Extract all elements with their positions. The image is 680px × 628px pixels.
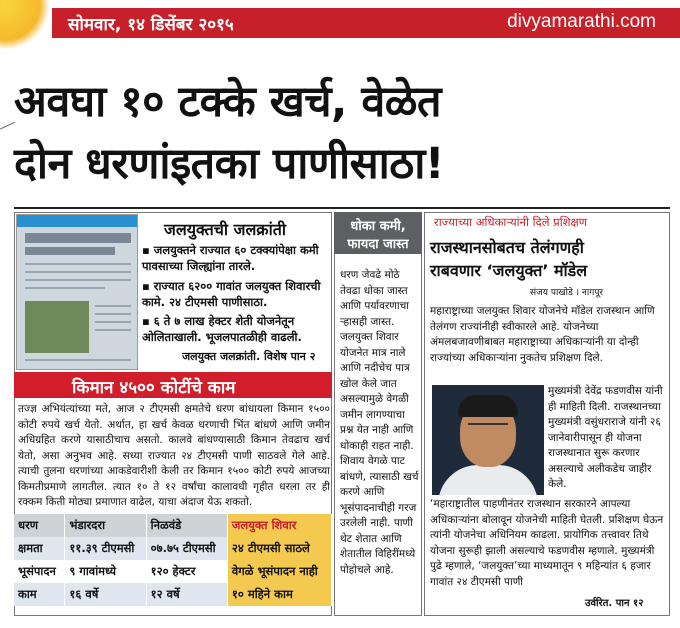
banner-title: किमान ४५०० कोटींचे काम xyxy=(72,378,236,398)
issue-date: सोमवार, १४ डिसेंबर २०१५ xyxy=(68,15,234,35)
byline: संजय पाखोडे । नागपूर xyxy=(530,288,604,298)
table-cell-highlight: १० महिने काम xyxy=(227,583,331,606)
portrait-glasses xyxy=(468,423,508,429)
table-cell: १२ वर्षे xyxy=(146,583,227,606)
box-title: जलयुक्तची जलक्रांती xyxy=(164,220,286,239)
bullet-point: ▪ जलयुक्तने राज्यात ६० टक्क्यांपेक्षा कमी पावसाच्या जिल्ह्यांना तारले. xyxy=(142,243,319,273)
middle-title-1: धोका कमी, xyxy=(350,219,406,234)
story-headline-2: राबवणार ‘जलयुक्त’ मॉडेल xyxy=(430,261,588,280)
middle-body: धरण जेवढे मोठे तेवढा धोका जास्त आणि पर्यावरणाचा ऱ्हासही जास्त. जलयुक्त शिवार योजनेत मात्र नाले आणि नदीचेच पात्र खोल केले जात असल्यामुळे वेगळी जमीन लागण्याचा प्रश्न येत नाही आणि धोकाही राहत नाही. शिवाय वेगळे पाट बांधणे, त्यासाठी खर्च करणे आणि भूसंपादनाचीही गरज उरलेली नाही. पाणी थेट शेतात आणि शेतातील विहिरींमध्ये पोहोचले आहे. xyxy=(340,269,419,576)
table-cell: भूसंपादन xyxy=(14,560,65,583)
story-headline-1: राजस्थानसोबतच तेलंगणही xyxy=(430,238,584,257)
table-cell: १६ वर्षे xyxy=(65,583,146,606)
table-header-highlight: जलयुक्त शिवार xyxy=(227,514,331,537)
site-name[interactable]: divyamarathi.com xyxy=(507,11,656,32)
portrait-photo xyxy=(432,385,544,495)
story-paragraph: मुख्यमंत्री देवेंद्र फडणवीस यांनी ही माहिती दिली. राजस्थानच्या मुख्यमंत्री वसुंधराराजे यांनी २६ जानेवारीपासून ही योजना राजस्थानात सुरू करणार असल्याचे अलीकडेच जाहीर केले. xyxy=(548,385,663,490)
table-header: निळवंडे xyxy=(146,514,227,537)
thumbnail-text xyxy=(95,321,131,323)
bullet-point: ▪ ६ ते ७ लाख हेक्टर शेती योजनेतून ओलिताखाली. भूजलपातळीही वाढली. xyxy=(142,314,302,344)
thumbnail-text xyxy=(25,287,105,289)
middle-header xyxy=(334,212,422,254)
story-kicker: राज्याच्या अधिकाऱ्यांनी दिले प्रशिक्षण xyxy=(434,215,588,229)
newspaper-thumbnail xyxy=(16,214,138,370)
table-cell: ०७.७५ टीएमसी xyxy=(146,537,227,560)
table-cell-highlight: वेगळे भूसंपादन नाही xyxy=(227,560,331,583)
thumbnail-text xyxy=(95,305,131,307)
headline-rule xyxy=(14,207,670,209)
comparison-table xyxy=(14,514,332,606)
thumbnail-headline xyxy=(25,247,115,255)
table-header: धरण xyxy=(14,514,65,537)
headline-line-1: अवघा १० टक्के खर्च, वेळेत xyxy=(14,77,441,127)
table-header-row xyxy=(14,514,332,537)
page-reference: जलयुक्त जलक्रांती. विशेष पान २ xyxy=(182,350,316,363)
thumbnail-text xyxy=(25,271,131,273)
table-cell: ९ गावांमध्ये xyxy=(65,560,146,583)
table-row xyxy=(14,537,332,560)
table-row xyxy=(14,583,332,606)
continued-reference: उर्वरित. पान १२ xyxy=(585,598,644,609)
thumbnail-masthead xyxy=(17,215,138,227)
bullet-point: ▪ राज्यात ६२०० गावांत जलयुक्त शिवारची कामे. २४ टीएमसी पाणीसाठा. xyxy=(142,279,321,309)
story-paragraph: ‘महाराष्ट्रातील पाहणीनंतर राजस्थान सरकारने आपल्या अधिकाऱ्यांना बोलावून योजनेची माहिती घेतली. प्रशिक्षण घेऊन त्यांनी योजनेचा अधिनियम काढला. प्रायोगिक तत्त्वावर तिथे योजना सुरूही झाली असल्याचे फडणवीस म्हणाले. मुख्यमंत्री पुढे म्हणाले, ‘जलयुक्त’च्या माध्यमातून ९ महिन्यांत ६ हजार गावांत २४ टीएमसी पाणी xyxy=(430,498,664,588)
section-banner xyxy=(14,372,332,398)
portrait-shirt xyxy=(438,465,538,495)
table-cell: क्षमता xyxy=(14,537,65,560)
thumbnail-text xyxy=(95,313,131,315)
table-cell: १२० हेक्टर xyxy=(146,560,227,583)
thumbnail-text xyxy=(95,329,131,331)
middle-title-2: फायदा जास्त xyxy=(347,237,409,252)
table-cell-highlight: २४ टीएमसी साठले xyxy=(227,537,331,560)
table-row xyxy=(14,560,332,583)
table-cell: ११.३९ टीएमसी xyxy=(65,537,146,560)
thumbnail-photo xyxy=(25,301,89,353)
story-paragraph: महाराष्ट्राच्या जलयुक्त शिवार योजनेचे मॉडेल राजस्थान आणि तेलंगण राज्यांनीही स्वीकारले आहे. योजनेच्या अंमलबजावणीबाबत महाराष्ट्राच्या अधिकाऱ्यांनी या दोन्ही राज्यांच्या अधिकाऱ्यांना नुकतेच प्रशिक्षण दिले. xyxy=(430,305,655,364)
headline-line-2: दोन धरणांइतका पाणीसाठा! xyxy=(14,139,445,189)
story-body: तज्ज्ञ अभियंत्यांच्या मते, आज २ टीएमसी क्षमतेचे धरण बांधायला किमान १५०० कोटी रुपये खर्च येतो. अर्थात, हा खर्च केवळ धरणाची भिंत बांधणे आणि जमीन अधिग्रहित करणे यासाठीचाच असतो. कालवे बांधण्यासाठी किमान तेवढाच खर्च येतो, असा अनुभव आहे. सध्या राज्यात २४ टीएमसी पाणी साठवले गेले आहे. त्याची तुलना धरणांच्या आकडेवारीशी केली तर किमान १५०० कोटी रुपये आजच्या किमतीप्रमाणे लागतील. त्यात १० ते १२ वर्षांचा कालावधी गृहीत धरला तर ही रक्कम किती मोठ्या प्रमाणात वाढेल, याचा अंदाज येऊ शकतो. xyxy=(18,403,330,508)
table-header: भंडारदरा xyxy=(65,514,146,537)
thumbnail-text xyxy=(25,359,131,361)
thumbnail-text xyxy=(25,279,131,281)
table-cell: काम xyxy=(14,583,65,606)
thumbnail-text xyxy=(25,263,131,265)
portrait-hair xyxy=(458,395,518,417)
thumbnail-headline xyxy=(25,233,131,243)
